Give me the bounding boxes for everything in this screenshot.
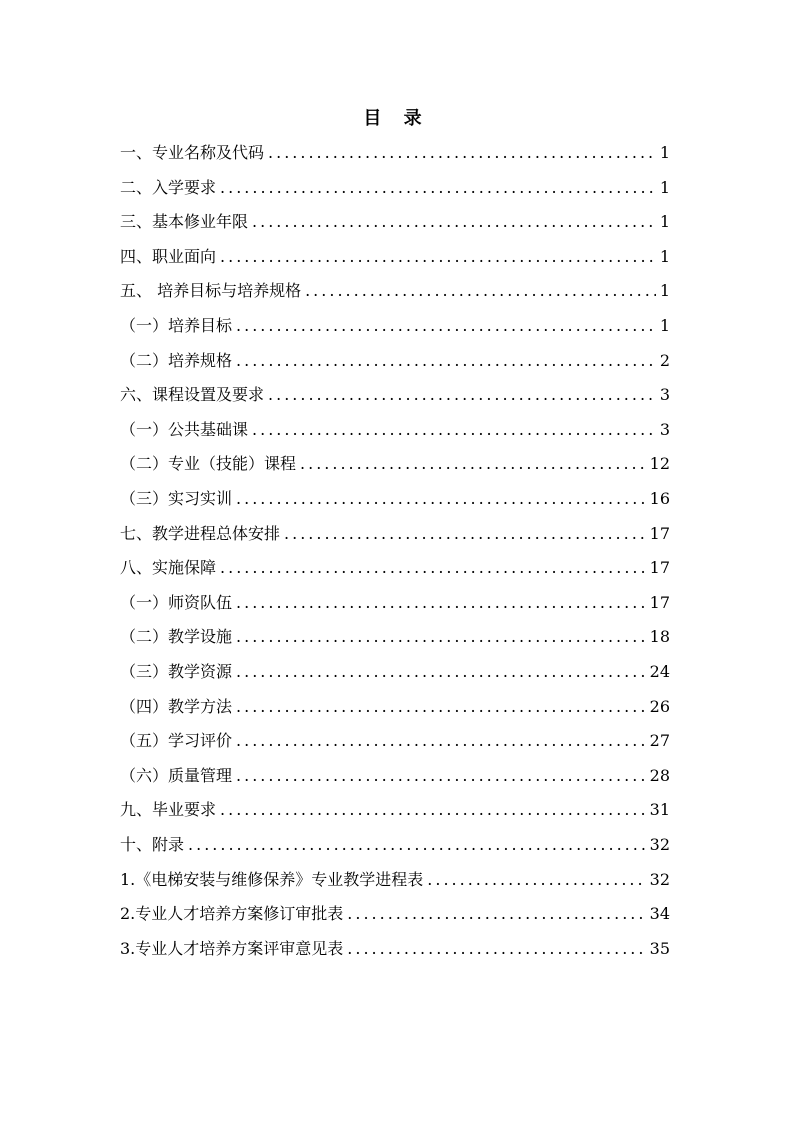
dot-leader	[236, 486, 646, 512]
toc-entry[interactable]	[120, 175, 670, 201]
dot-leader	[305, 278, 656, 304]
toc-entry-page-number: 18	[649, 627, 670, 646]
toc-entry[interactable]	[120, 451, 670, 477]
dot-leader	[236, 763, 646, 789]
toc-entry-page-number: 31	[649, 800, 670, 819]
toc-entry-label: （二）专业（技能）课程	[120, 454, 297, 473]
toc-entry[interactable]	[120, 140, 670, 166]
toc-entry-label: 七、教学进程总体安排	[120, 524, 281, 543]
toc-entry-page-number: 32	[649, 870, 670, 889]
toc-entry-page-number: 17	[649, 593, 670, 612]
toc-entry-label: 一、专业名称及代码	[120, 143, 265, 162]
dot-leader	[252, 209, 656, 235]
toc-entry[interactable]	[120, 486, 670, 512]
toc-entry-label: （四）教学方法	[120, 697, 233, 716]
toc-entry-page-number: 17	[649, 558, 670, 577]
toc-entry-page-number: 32	[649, 835, 670, 854]
toc-entry[interactable]	[120, 936, 670, 962]
toc-entry-label: （三）教学资源	[120, 662, 233, 681]
toc-entry-page-number: 1	[659, 178, 670, 197]
toc-entry[interactable]	[120, 624, 670, 650]
toc-entry[interactable]	[120, 244, 670, 270]
toc-entry-label: 1.《电梯安装与维修保养》专业教学进程表	[120, 870, 424, 889]
toc-entry[interactable]	[120, 694, 670, 720]
dot-leader	[220, 244, 656, 270]
toc-entry-label: 3.专业人才培养方案评审意见表	[120, 939, 344, 958]
dot-leader	[236, 348, 656, 374]
toc-entry-page-number: 35	[649, 939, 670, 958]
toc-entry-label: 五、 培养目标与培养规格	[120, 281, 302, 300]
toc-entry-page-number: 2	[659, 351, 670, 370]
dot-leader	[220, 797, 646, 823]
toc-entry-page-number: 1	[659, 212, 670, 231]
toc-entry[interactable]	[120, 728, 670, 754]
toc-entry[interactable]	[120, 901, 670, 927]
toc-entry-label: （二）教学设施	[120, 627, 233, 646]
dot-leader	[300, 451, 646, 477]
toc-entry[interactable]	[120, 797, 670, 823]
toc-entry-label: （六）质量管理	[120, 766, 233, 785]
toc-entry[interactable]	[120, 348, 670, 374]
dot-leader	[220, 555, 646, 581]
toc-entry-label: 九、毕业要求	[120, 800, 217, 819]
dot-leader	[427, 867, 645, 893]
toc-entry-label: 2.专业人才培养方案修订审批表	[120, 904, 344, 923]
dot-leader	[268, 382, 656, 408]
toc-entry-page-number: 1	[659, 281, 670, 300]
toc-entry[interactable]	[120, 209, 670, 235]
toc-entry-label: 三、基本修业年限	[120, 212, 249, 231]
toc-entry-page-number: 24	[649, 662, 670, 681]
dot-leader	[236, 313, 656, 339]
toc-entry-page-number: 17	[649, 524, 670, 543]
toc-entry-page-number: 1	[659, 247, 670, 266]
toc-entry[interactable]	[120, 659, 670, 685]
dot-leader	[236, 590, 646, 616]
toc-entry-label: （二）培养规格	[120, 351, 233, 370]
toc-entry[interactable]	[120, 590, 670, 616]
dot-leader	[252, 417, 656, 443]
dot-leader	[268, 140, 656, 166]
toc-entry-page-number: 3	[659, 420, 670, 439]
toc-entry[interactable]	[120, 417, 670, 443]
toc-entry-label: （五）学习评价	[120, 731, 233, 750]
toc-entry-label: （一）师资队伍	[120, 593, 233, 612]
dot-leader	[347, 901, 645, 927]
toc-entry-page-number: 28	[649, 766, 670, 785]
toc-entry-page-number: 1	[659, 143, 670, 162]
toc-entry-label: 四、职业面向	[120, 247, 217, 266]
toc-entry-page-number: 26	[649, 697, 670, 716]
dot-leader	[347, 936, 645, 962]
toc-entry[interactable]	[120, 278, 670, 304]
toc-entry-label: 八、实施保障	[120, 558, 217, 577]
toc-entry-label: 十、附录	[120, 835, 185, 854]
dot-leader	[236, 728, 646, 754]
dot-leader	[236, 659, 646, 685]
toc-entry[interactable]	[120, 521, 670, 547]
toc-entry[interactable]	[120, 555, 670, 581]
toc-entry-page-number: 1	[659, 316, 670, 335]
dot-leader	[236, 624, 646, 650]
toc-entry-label: （三）实习实训	[120, 489, 233, 508]
toc-entry-page-number: 16	[649, 489, 670, 508]
toc-entry-label: 二、入学要求	[120, 178, 217, 197]
toc-entry-page-number: 27	[649, 731, 670, 750]
toc-entry[interactable]	[120, 763, 670, 789]
toc-entry[interactable]	[120, 382, 670, 408]
toc-entry-label: 六、课程设置及要求	[120, 385, 265, 404]
dot-leader	[220, 175, 656, 201]
toc-entry[interactable]	[120, 867, 670, 893]
toc-entry-page-number: 34	[649, 904, 670, 923]
dot-leader	[284, 521, 646, 547]
toc-entry[interactable]	[120, 313, 670, 339]
dot-leader	[188, 832, 646, 858]
toc-entry-page-number: 3	[659, 385, 670, 404]
dot-leader	[236, 694, 646, 720]
toc-entry-label: （一）培养目标	[120, 316, 233, 335]
toc-title: 目 录	[363, 108, 430, 129]
toc-entry[interactable]	[120, 832, 670, 858]
toc-entry-page-number: 12	[649, 454, 670, 473]
toc-entry-label: （一）公共基础课	[120, 420, 249, 439]
